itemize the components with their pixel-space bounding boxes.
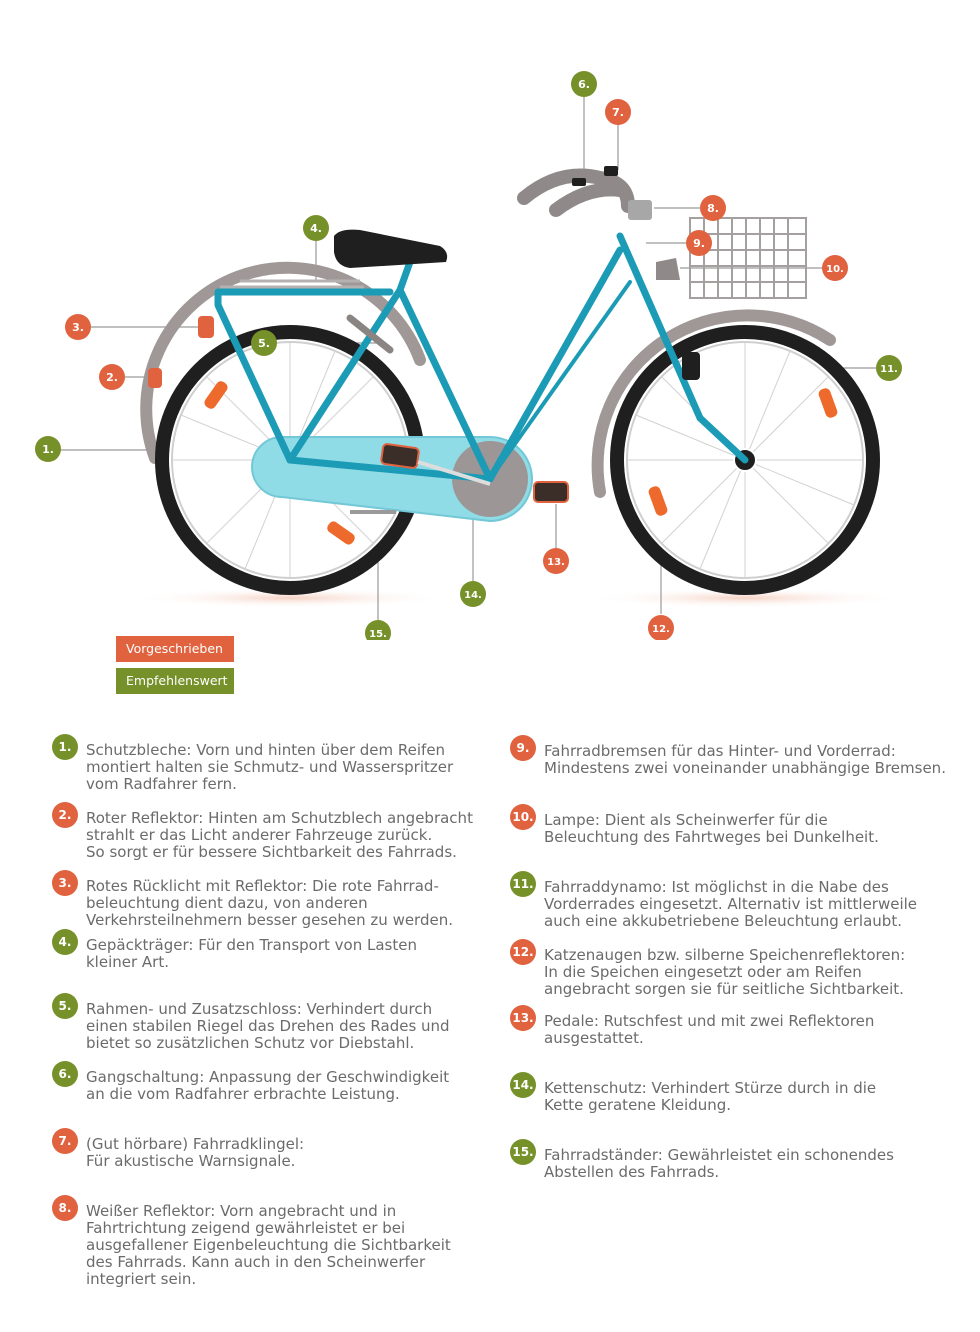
description-number: 7. <box>52 1128 78 1154</box>
svg-text:4.: 4. <box>310 222 322 235</box>
description-text: Fahrradständer: Gewährleistet ein schonendes Abstellen des Fahrrads. <box>544 1146 894 1181</box>
svg-text:11.: 11. <box>880 364 898 375</box>
callout-2 <box>99 364 125 390</box>
description-number: 9. <box>510 735 536 761</box>
description-number: 14. <box>510 1072 536 1098</box>
description-text: Gepäckträger: Für den Transport von Lasten kleiner Art. <box>86 936 417 971</box>
callout-13 <box>543 548 569 574</box>
description-number: 10. <box>510 804 536 830</box>
pedal-rear <box>381 444 419 469</box>
svg-text:3.: 3. <box>72 321 84 334</box>
legend-recommended: Empfehlenswert <box>116 668 234 694</box>
callout-6 <box>571 71 597 97</box>
description-number: 12. <box>510 939 536 965</box>
description-text: Lampe: Dient als Scheinwerfer für die Beleuchtung des Fahrtweges bei Dunkelheit. <box>544 811 879 846</box>
callout-10 <box>822 255 848 281</box>
description-text: Kettenschutz: Verhindert Stürze durch in die Kette geratene Kleidung. <box>544 1079 877 1114</box>
callout-15 <box>365 620 391 640</box>
description-text: Rotes Rücklicht mit Reflektor: Die rote Fahrrad- beleuchtung dient dazu, von anderen Verkehrsteilnehmern besser gesehen zu werden. <box>86 877 453 929</box>
description-number: 8. <box>52 1195 78 1221</box>
legend-required: Vorgeschrieben <box>116 636 234 662</box>
dynamo <box>682 352 700 380</box>
description-text: Rahmen- und Zusatzschloss: Verhindert durch einen stabilen Riegel das Drehen des Rades und bietet so zusätzlichen Schutz vor Diebstahl. <box>86 1000 450 1052</box>
rear-red-reflector <box>148 368 162 388</box>
description-text: Katzenaugen bzw. silberne Speichenreflektoren: In die Speichen eingesetzt oder am Reifen angebracht sorgen sie für seitliche Sichtbarkeit. <box>544 946 906 998</box>
svg-text:1.: 1. <box>42 443 54 456</box>
description-number: 3. <box>52 870 78 896</box>
front-basket <box>690 218 806 298</box>
description-text: Weißer Reflektor: Vorn angebracht und in Fahrtrichtung zeigend gewährleistet er bei ausgefallener Eigenbeleuchtung die Sichtbarkeit des Fahrrads. Kann auch in den Scheinwerfer integriert sein. <box>86 1202 451 1288</box>
description-number: 5. <box>52 993 78 1019</box>
callout-4 <box>303 215 329 241</box>
description-number: 13. <box>510 1005 536 1031</box>
description-text: Schutzbleche: Vorn und hinten über dem Reifen montiert halten sie Schmutz- und Wasserspritzer vom Radfahrer fern. <box>86 741 454 793</box>
callout-14 <box>460 581 486 607</box>
rear-light <box>198 316 214 338</box>
callout-1 <box>35 436 61 462</box>
description-number: 15. <box>510 1139 536 1165</box>
svg-text:14.: 14. <box>464 590 482 601</box>
headlamp <box>656 258 680 280</box>
svg-text:8.: 8. <box>707 202 719 215</box>
callout-9 <box>686 230 712 256</box>
description-text: Roter Reflektor: Hinten am Schutzblech angebracht strahlt er das Licht anderer Fahrzeuge zurück. So sorgt er für bessere Sichtbarkeit des Fahrrads. <box>86 809 473 861</box>
callout-7 <box>605 99 631 125</box>
description-number: 1. <box>52 734 78 760</box>
description-number: 2. <box>52 802 78 828</box>
description-number: 4. <box>52 929 78 955</box>
callout-12 <box>648 615 674 640</box>
description-number: 6. <box>52 1061 78 1087</box>
description-text: Fahrradbremsen für das Hinter- und Vorderrad: Mindestens zwei voneinander unabhängige Bremsen. <box>544 742 946 777</box>
svg-text:6.: 6. <box>578 78 590 91</box>
callout-11 <box>876 355 902 381</box>
svg-text:5.: 5. <box>258 337 270 350</box>
callout-3 <box>65 314 91 340</box>
svg-text:15.: 15. <box>369 629 387 640</box>
pedal-front <box>534 482 568 502</box>
svg-text:9.: 9. <box>693 237 705 250</box>
description-text: Gangschaltung: Anpassung der Geschwindigkeit an die vom Radfahrer erbrachte Leistung. <box>86 1068 450 1103</box>
front-white-reflector <box>628 200 652 220</box>
description-text: Fahrraddynamo: Ist möglichst in die Nabe des Vorderrades eingesetzt. Alternativ ist mittlerweile auch eine akkubetriebene Beleuchtung erlaubt. <box>544 878 918 930</box>
svg-text:13.: 13. <box>547 557 565 568</box>
saddle <box>334 230 447 268</box>
callout-8 <box>700 195 726 221</box>
handlebar-grip-rear <box>556 189 620 210</box>
bell <box>604 166 618 176</box>
svg-text:10.: 10. <box>826 264 844 275</box>
svg-text:12.: 12. <box>652 624 670 635</box>
description-number: 11. <box>510 871 536 897</box>
svg-text:2.: 2. <box>106 371 118 384</box>
callout-5 <box>251 330 277 356</box>
bicycle-diagram <box>0 0 980 640</box>
gear-shifter <box>572 178 586 186</box>
description-text: Pedale: Rutschfest und mit zwei Reflektoren ausgestattet. <box>544 1012 875 1047</box>
svg-text:7.: 7. <box>612 106 624 119</box>
description-text: (Gut hörbare) Fahrradklingel: Für akustische Warnsignale. <box>86 1135 305 1170</box>
